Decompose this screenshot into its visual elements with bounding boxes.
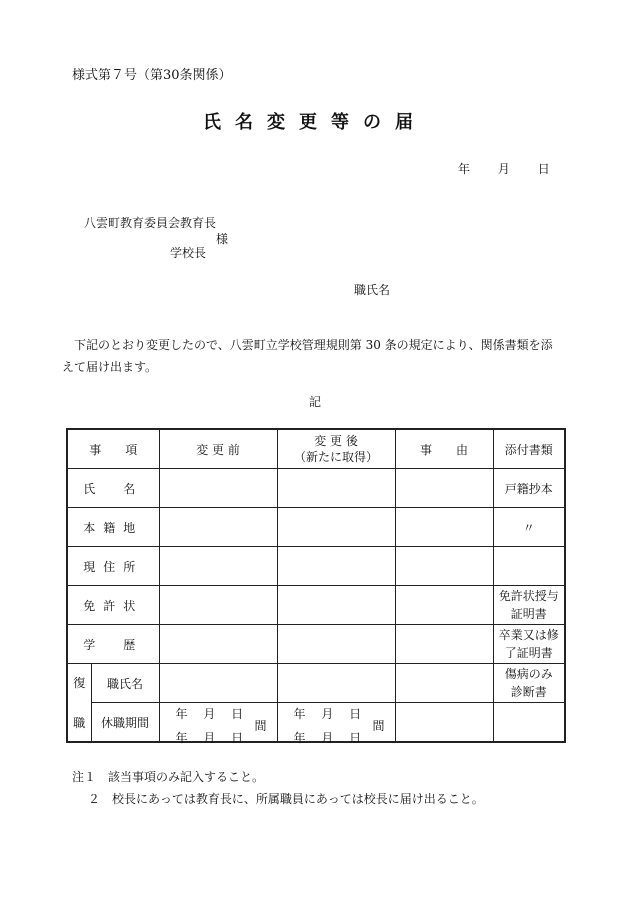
- period-from: 年 月 日: [293, 707, 368, 721]
- cell-period-after[interactable]: [277, 703, 395, 743]
- date-day: 日: [537, 162, 550, 176]
- cell-before[interactable]: [159, 625, 277, 664]
- date-year: 年: [458, 162, 471, 176]
- header-after-line1: 変 更 後: [314, 434, 358, 448]
- period-between: 間: [372, 719, 385, 733]
- row-attachment: [493, 586, 565, 625]
- cell-before[interactable]: [159, 469, 277, 508]
- period-from: 年 月 日: [175, 707, 250, 721]
- cell-after[interactable]: [277, 508, 395, 547]
- row-attachment: 〃: [493, 508, 565, 547]
- row-attachment: [493, 625, 565, 664]
- row-attachment: [493, 664, 565, 703]
- note-1: 注１ 該当事項のみ記入すること。: [72, 770, 265, 784]
- cell-before[interactable]: [159, 547, 277, 586]
- row-item-name: 氏 名: [67, 469, 159, 508]
- header-item: 事 項: [67, 429, 159, 469]
- row-item-license: 免許状: [67, 586, 159, 625]
- period-to: 年 月 日: [293, 731, 368, 745]
- header-after: [277, 429, 395, 469]
- applicant-label: 職氏名: [354, 283, 391, 297]
- reinstatement-label-top: 復: [73, 675, 86, 690]
- cell-reason[interactable]: [395, 469, 493, 508]
- date-line: [458, 160, 574, 177]
- row-item-job-name: 職氏名: [91, 664, 159, 703]
- addressee-principal: 学校長: [170, 246, 207, 260]
- cell-after[interactable]: [277, 547, 395, 586]
- row-item-education: 学 歴: [67, 625, 159, 664]
- cell-after[interactable]: [277, 469, 395, 508]
- ki-heading: 記: [308, 395, 321, 409]
- reinstatement-label: [67, 664, 91, 743]
- change-table: [66, 428, 566, 743]
- row-attachment: 戸籍抄本: [493, 469, 565, 508]
- cell-after[interactable]: [277, 664, 395, 703]
- date-month: 月: [497, 162, 510, 176]
- table-row: [67, 586, 565, 625]
- cell-reason[interactable]: [395, 664, 493, 703]
- cell-before[interactable]: [159, 586, 277, 625]
- cell-after[interactable]: [277, 586, 395, 625]
- row-attachment: [493, 703, 565, 743]
- cell-reason[interactable]: [395, 586, 493, 625]
- cell-after[interactable]: [277, 625, 395, 664]
- cell-reason[interactable]: [395, 508, 493, 547]
- reinstatement-label-bottom: 職: [73, 715, 86, 730]
- attachment-line1: 卒業又は修: [498, 628, 559, 642]
- attachment-line1: 傷病のみ: [504, 667, 553, 681]
- row-attachment: [493, 547, 565, 586]
- form-number: 様式第７号（第30条関係）: [72, 68, 232, 83]
- body-text: 下記のとおり変更したので、八雲町立学校管理規則第 30 条の規定により、関係書類を添えて届け出ます。: [62, 338, 553, 374]
- attachment-line1: 免許状授与: [498, 589, 559, 603]
- table-row: [67, 625, 565, 664]
- cell-before[interactable]: [159, 508, 277, 547]
- table-row: [67, 703, 565, 743]
- document-title: 氏名変更等の届: [203, 112, 427, 133]
- note-2: ２ 校長にあっては教育長に、所属職員にあっては校長に届け出ること。: [88, 792, 484, 806]
- addressee-board: 八雲町教育委員会教育長: [84, 216, 217, 230]
- table-row: [67, 664, 565, 703]
- row-item-address: 現住所: [67, 547, 159, 586]
- table-header-row: [67, 429, 565, 469]
- table-row: [67, 547, 565, 586]
- cell-reason[interactable]: [395, 625, 493, 664]
- attachment-line2: 了証明書: [504, 646, 553, 660]
- row-item-leave-period: 休職期間: [91, 703, 159, 743]
- period-between: 間: [254, 719, 267, 733]
- attachment-line2: 診断書: [510, 685, 547, 699]
- period-to: 年 月 日: [175, 731, 250, 745]
- cell-reason[interactable]: [395, 703, 493, 743]
- header-attachments: 添付書類: [493, 429, 565, 469]
- cell-reason[interactable]: [395, 547, 493, 586]
- addressee-honorific: 様: [216, 232, 229, 246]
- row-item-domicile: 本籍地: [67, 508, 159, 547]
- header-reason: 事 由: [395, 429, 493, 469]
- attachment-line2: 証明書: [510, 607, 547, 621]
- table-row: [67, 469, 565, 508]
- header-after-line2: （新たに取得）: [294, 450, 379, 464]
- cell-before[interactable]: [159, 664, 277, 703]
- header-before: 変 更 前: [159, 429, 277, 469]
- cell-period-before[interactable]: [159, 703, 277, 743]
- table-row: [67, 508, 565, 547]
